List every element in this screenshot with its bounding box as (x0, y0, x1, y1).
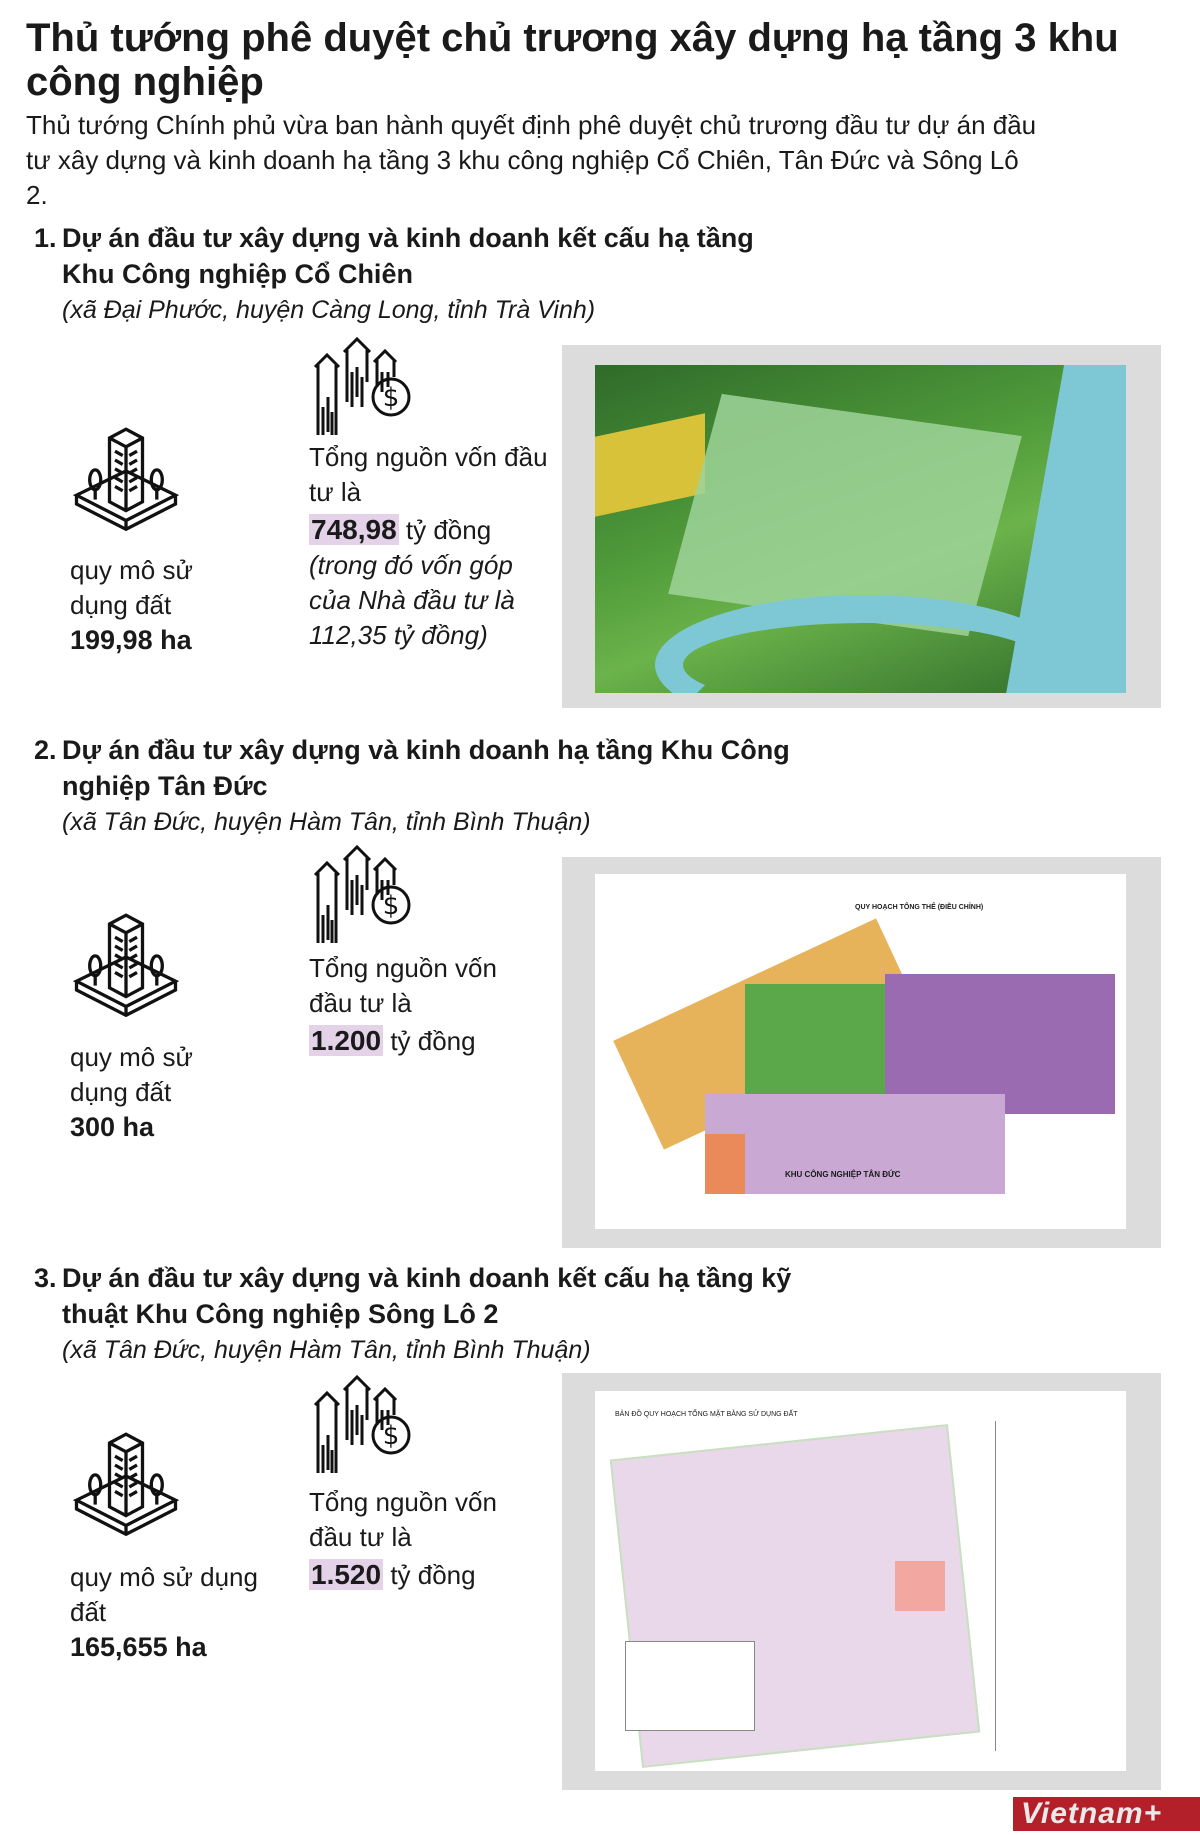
land-area-block (70, 553, 250, 658)
land-label: quy mô sử dụng đất (70, 1042, 193, 1107)
map-label: KHU CÔNG NGHIỆP TÂN ĐỨC (785, 1170, 901, 1179)
section-title: Dự án đầu tư xây dựng và kinh doanh kết cấu hạ tầng Khu Công nghiệp Cổ Chiên (62, 223, 754, 289)
land-value: 300 ha (70, 1112, 155, 1142)
building-icon (70, 427, 182, 537)
map-title: QUY HOẠCH TỔNG THỂ (ĐIỀU CHỈNH) (855, 904, 984, 911)
section-number: 2. (34, 735, 57, 765)
land-area-block (70, 1560, 270, 1665)
land-use-map (595, 1391, 1126, 1771)
master-plan-map (595, 874, 1126, 1229)
section-title: Dự án đầu tư xây dựng và kinh doanh hạ tầng Khu Công nghiệp Tân Đức (62, 735, 790, 801)
building-icon (70, 913, 182, 1023)
capital-block (309, 951, 509, 1059)
capital-block (309, 440, 549, 653)
investment-money-icon (307, 337, 417, 437)
capital-unit: tỷ đồng (390, 1560, 476, 1590)
capital-value: 1.200 (311, 1025, 382, 1056)
intro-text: Thủ tướng Chính phủ vừa ban hành quyết định phê duyệt chủ trương đầu tư dự án đầu tư xây dựng và kinh doanh hạ tầng 3 khu công nghiệp Cổ Chiên, Tân Đức và Sông Lô 2. (26, 110, 1037, 210)
section-3-heading (34, 1260, 794, 1332)
capital-value: 1.520 (311, 1559, 382, 1590)
capital-unit: tỷ đồng (390, 1026, 476, 1056)
page-title: Thủ tướng phê duyệt chủ trương xây dựng hạ tầng 3 khu công nghiệp (26, 16, 1119, 104)
vietnamplus-logo: Vietnam+ (1013, 1797, 1200, 1831)
capital-value: 748,98 (311, 514, 397, 545)
map-title: BẢN ĐỒ QUY HOẠCH TỔNG MẶT BẰNG SỬ DỤNG ĐẤT (615, 1411, 798, 1418)
land-area-block (70, 1040, 250, 1145)
section-3-location: (xã Tân Đức, huyện Hàm Tân, tỉnh Bình Thuận) (62, 1336, 591, 1364)
section-2-heading (34, 732, 794, 804)
land-value: 165,655 ha (70, 1632, 207, 1662)
aerial-render-image (595, 365, 1126, 693)
capital-unit: tỷ đồng (405, 515, 492, 545)
capital-block (309, 1485, 509, 1593)
section-number: 1. (34, 223, 57, 253)
land-label: quy mô sử dụng đất (70, 1562, 258, 1627)
investment-money-icon (307, 1375, 417, 1475)
capital-note: (trong đó vốn góp của Nhà đầu tư là 112,35 tỷ đồng) (309, 550, 515, 650)
capital-label: Tổng nguồn vốn đầu tư là (309, 1487, 497, 1552)
investment-money-icon (307, 845, 417, 945)
land-label: quy mô sử dụng đất (70, 555, 193, 620)
section-1-location: (xã Đại Phước, huyện Càng Long, tỉnh Trà Vinh) (62, 296, 596, 324)
capital-label: Tổng nguồn vốn đầu tư là (309, 953, 497, 1018)
land-value: 199,98 ha (70, 625, 192, 655)
capital-label: Tổng nguồn vốn đầu tư là (309, 442, 548, 507)
section-2-location: (xã Tân Đức, huyện Hàm Tân, tỉnh Bình Thuận) (62, 808, 591, 836)
project-2-map-frame (562, 857, 1161, 1248)
section-number: 3. (34, 1263, 57, 1293)
section-title: Dự án đầu tư xây dựng và kinh doanh kết cấu hạ tầng kỹ thuật Khu Công nghiệp Sông Lô 2 (62, 1263, 792, 1329)
project-1-photo-frame (562, 345, 1161, 708)
building-icon (70, 1432, 182, 1542)
section-1-heading (34, 220, 794, 292)
project-3-map-frame (562, 1373, 1161, 1790)
